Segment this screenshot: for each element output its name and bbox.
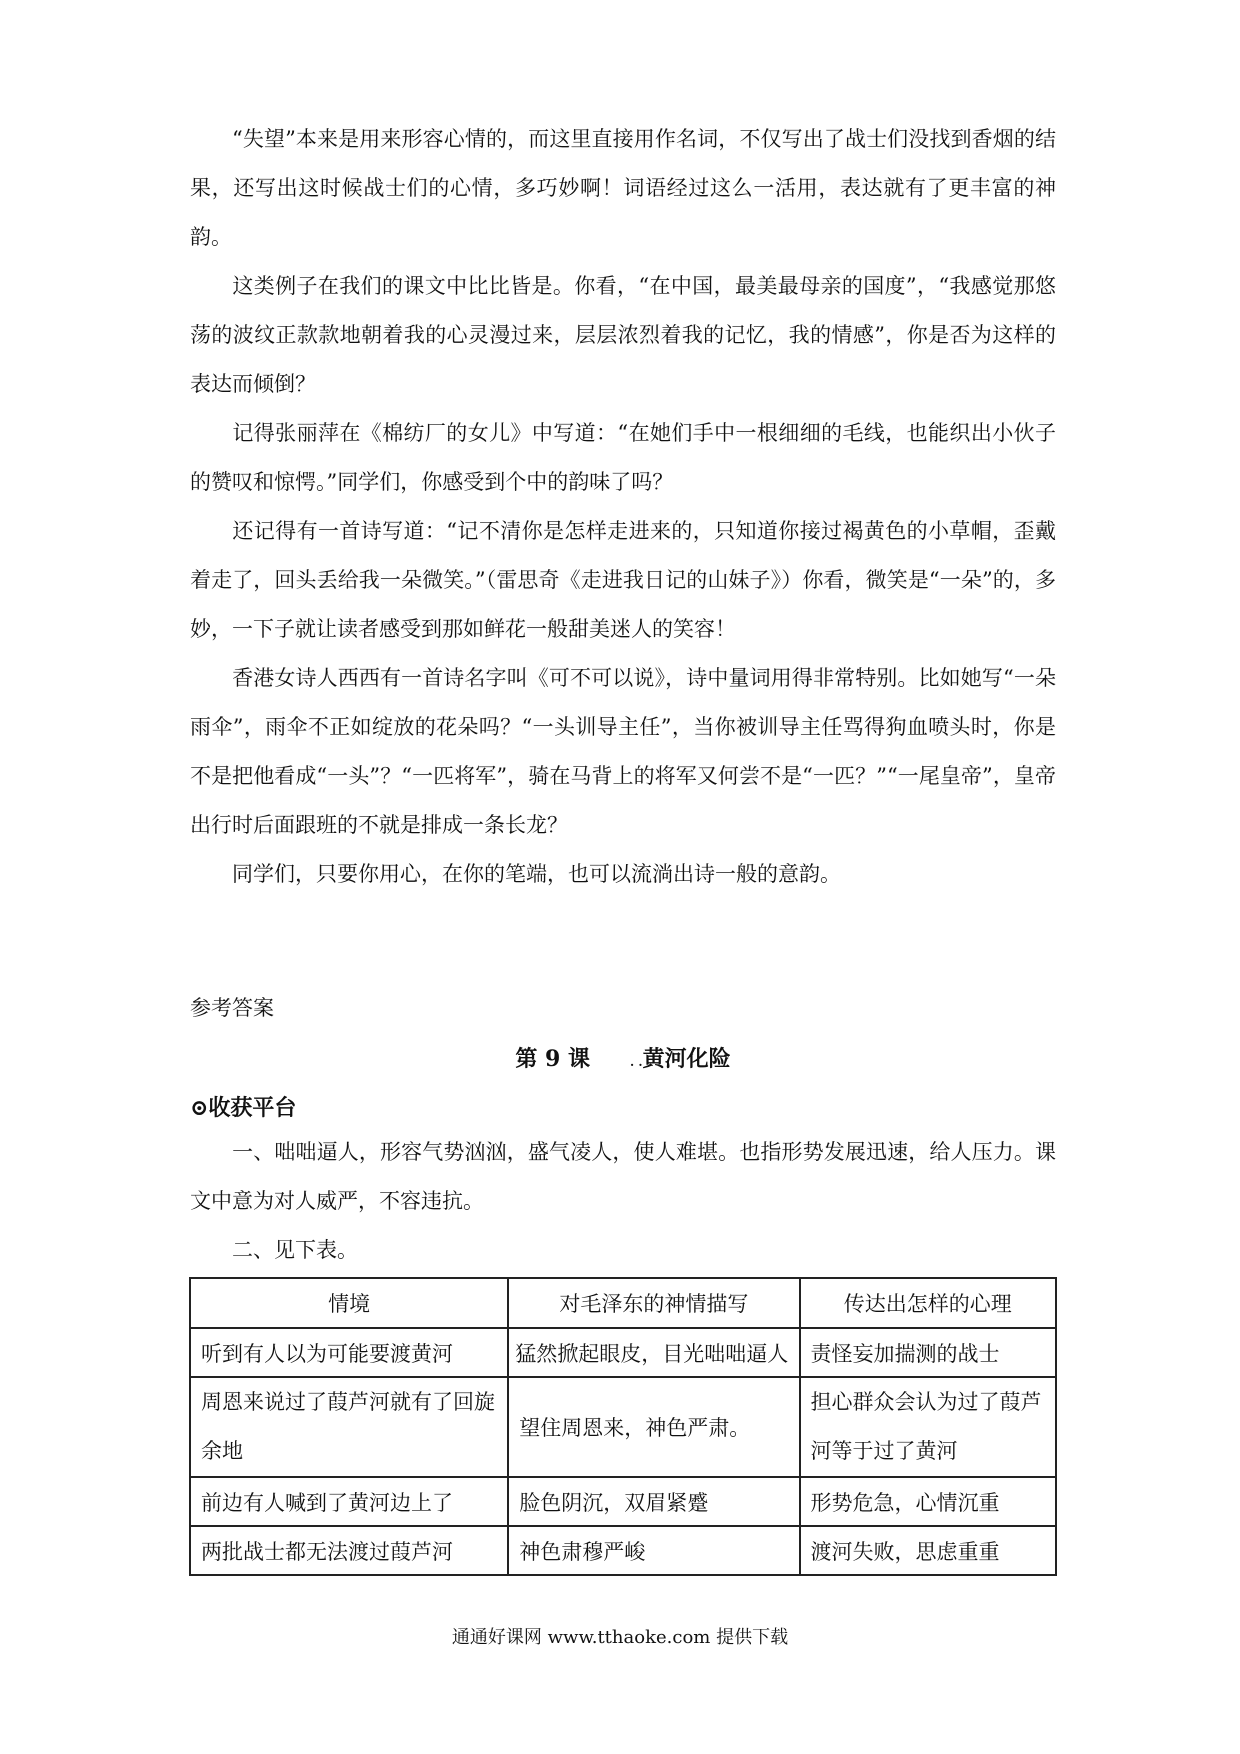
lesson-title xyxy=(190,1042,1056,1073)
table-cell: 两批战士都无法渡过葭芦河 xyxy=(190,1526,508,1575)
lesson-number: 第 9 课 xyxy=(515,1046,591,1072)
table-cell: 脸色阴沉，双眉紧蹙 xyxy=(508,1477,799,1526)
table-row xyxy=(190,1526,1056,1575)
table-row xyxy=(190,1377,1056,1477)
table-header-row xyxy=(190,1278,1056,1328)
paragraph: 香港女诗人西西有一首诗名字叫《可不可以说》，诗中量词用得非常特别。比如她写“一朵雨伞”，雨伞不正如绽放的花朵吗？“一头训导主任”，当你被训导主任骂得狗血喷头时，你是不是把他看成“一头”？“一匹将军”，骑在马背上的将军又何尝不是“一匹？”“一尾皇帝”，皇帝出行时后面跟班的不就是排成一条长龙？ xyxy=(190,666,1056,837)
section-heading: ⊙收获平台 xyxy=(190,1095,297,1121)
table-cell: 渡河失败，思虑重重 xyxy=(800,1526,1056,1575)
table-header: 对毛泽东的神情描写 xyxy=(508,1278,799,1328)
table-header: 传达出怎样的心理 xyxy=(800,1278,1056,1328)
table-cell: 听到有人以为可能要渡黄河 xyxy=(190,1328,508,1377)
table-cell: 担心群众会认为过了葭芦河等于过了黄河 xyxy=(800,1377,1056,1477)
answer-label: 参考答案 xyxy=(190,996,274,1020)
page-footer: 通通好课网 www.tthaoke.com 提供下载 xyxy=(451,1627,789,1648)
answer-two: 二、见下表。 xyxy=(232,1238,358,1262)
table-cell: 望住周恩来，神色严肃。 xyxy=(508,1377,799,1477)
table-cell: 神色肃穆严峻 xyxy=(508,1526,799,1575)
answer-one: 一、咄咄逼人，形容气势汹汹，盛气凌人，使人难堪。也指形势发展迅速，给人压力。课文中意为对人威严，不容违抗。 xyxy=(190,1140,1056,1213)
table-cell: 形势危急，心情沉重 xyxy=(800,1477,1056,1526)
lesson-dots: . . xyxy=(630,1055,643,1069)
table-cell: 周恩来说过了葭芦河就有了回旋余地 xyxy=(190,1377,508,1477)
table-row xyxy=(190,1477,1056,1526)
answer-table xyxy=(189,1277,1057,1576)
table-cell: 猛然掀起眼皮，目光咄咄逼人 xyxy=(508,1328,799,1377)
table-cell: 前边有人喊到了黄河边上了 xyxy=(190,1477,508,1526)
paragraph: 还记得有一首诗写道：“记不清你是怎样走进来的，只知道你接过褐黄色的小草帽，歪戴着走了，回头丢给我一朵微笑。”（雷思奇《走进我日记的山妹子》）你看，微笑是“一朵”的，多妙，一下子就让读者感受到那如鲜花一般甜美迷人的笑容！ xyxy=(190,519,1056,641)
table-cell: 责怪妄加揣测的战士 xyxy=(800,1328,1056,1377)
lesson-name: 黄河化险 xyxy=(642,1046,731,1072)
paragraph: “失望”本来是用来形容心情的，而这里直接用作名词，不仅写出了战士们没找到香烟的结果，还写出这时候战士们的心情，多巧妙啊！词语经过这么一活用，表达就有了更丰富的神韵。 xyxy=(190,127,1056,249)
table-header: 情境 xyxy=(190,1278,508,1328)
paragraph: 记得张丽萍在《棉纺厂的女儿》中写道：“在她们手中一根细细的毛线，也能织出小伙子的赞叹和惊愕。”同学们，你感受到个中的韵味了吗？ xyxy=(190,421,1056,494)
table-row xyxy=(190,1328,1056,1377)
paragraph: 这类例子在我们的课文中比比皆是。你看，“在中国，最美最母亲的国度”，“我感觉那悠荡的波纹正款款地朝着我的心灵漫过来，层层浓烈着我的记忆，我的情感”，你是否为这样的表达而倾倒？ xyxy=(190,274,1056,396)
paragraph: 同学们，只要你用心，在你的笔端，也可以流淌出诗一般的意韵。 xyxy=(232,862,841,886)
